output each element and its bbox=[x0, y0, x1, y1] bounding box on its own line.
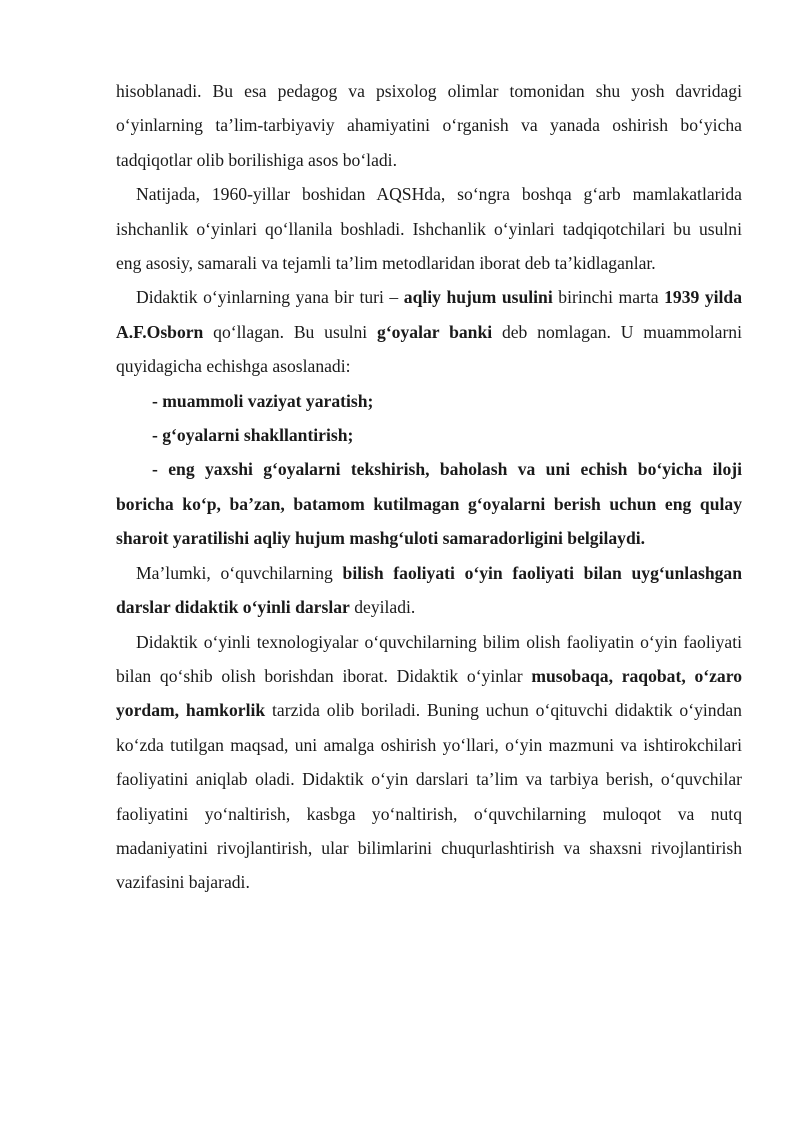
paragraph-2-text: Natijada, 1960-yillar boshidan AQSHda, so‘ngra boshqa g‘arb mamlakatlarida ishchanlik o‘yinlari qo‘llanila boshladi. Ishchanlik o‘yinlari tadqiqotchilari bu usulni eng asosiy, samarali va tejamli ta’lim metodlaridan iborat deb ta’kidlaganlar. bbox=[116, 184, 742, 274]
paragraph-1 bbox=[116, 74, 742, 177]
paragraph-3-text-3: qo‘llagan. Bu usulni bbox=[203, 321, 378, 342]
paragraph-3-bold-3: g‘oyalar banki bbox=[377, 321, 493, 342]
paragraph-3-bold-2: 1939 yilda A.F.Osborn bbox=[116, 287, 743, 342]
paragraph-4-text-1: Ma’lumki, o‘quvchilarning bbox=[136, 562, 343, 583]
paragraph-4-text-2: deyiladi. bbox=[349, 597, 416, 618]
paragraph-3-text-4: deb nomlagan. U muammolarni quyidagicha echishga asoslanadi: bbox=[116, 321, 742, 377]
paragraph-1-text: hisoblanadi. Bu esa pedagog va psixolog olimlar tomonidan shu yosh davridagi o‘yinlarning ta’lim-tarbiyaviy ahamiyatini o‘rganish va yanada oshirish bo‘yicha tadqiqotlar olib borilishiga asos bo‘ladi. bbox=[116, 81, 742, 170]
paragraph-4-bold-1: bilish faoliyati o‘yin faoliyati bilan uyg‘unlashgan darslar didaktik o‘yinli darslar bbox=[116, 562, 742, 618]
paragraph-3-bold-1: aqliy hujum usulini bbox=[403, 287, 553, 308]
bullet-item-3: - eng yaxshi g‘oyalarni tekshirish, baholash va uni echish bo‘yicha iloji boricha ko‘p, ba’zan, batamom kutilmagan g‘oyalarni berish uchun eng qulay sharoit yaratilishi aqliy hujum mashg‘uloti samaradorligini belgilaydi. bbox=[116, 459, 742, 549]
bullet-item-1: - muammoli vaziyat yaratish; bbox=[152, 390, 374, 411]
paragraph-5 bbox=[116, 625, 742, 900]
bullet-item-2: - g‘oyalarni shakllantirish; bbox=[152, 425, 354, 446]
paragraph-5-bold-1: musobaqa, raqobat, o‘zaro yordam, hamkorlik bbox=[116, 665, 742, 721]
paragraph-3-text-2: birinchi marta bbox=[552, 287, 665, 308]
paragraph-2 bbox=[116, 177, 742, 280]
paragraph-3-text-1: Didaktik o‘yinlarning yana bir turi – bbox=[136, 287, 404, 308]
paragraph-5-text-1: Didaktik o‘yinli texnologiyalar o‘quvchilarning bilim olish faoliyatin o‘yin faoliyati bilan qo‘shib olish borishdan iborat. Didaktik o‘yinlar bbox=[116, 631, 742, 686]
paragraph-4 bbox=[116, 556, 742, 625]
document-page bbox=[116, 74, 742, 900]
paragraph-3 bbox=[116, 280, 742, 383]
paragraph-5-text-2: tarzida olib boriladi. Buning uchun o‘qituvchi didaktik o‘yindan ko‘zda tutilgan maqsad, uni amalga oshirish yo‘llari, o‘yin mazmuni va ishtirokchilari faoliyatini aniqlab oladi. Didaktik o‘yin darslari ta’lim va tarbiya berish, o‘quvchilar faoliyatini yo‘naltirish, kasbga yo‘naltirish, o‘quvchilarning muloqot va nutq madaniyatini rivojlantirish, ular bilimlarini chuqurlashtirish va shaxsni rivojlantirish vazifasini bajaradi. bbox=[116, 700, 742, 893]
